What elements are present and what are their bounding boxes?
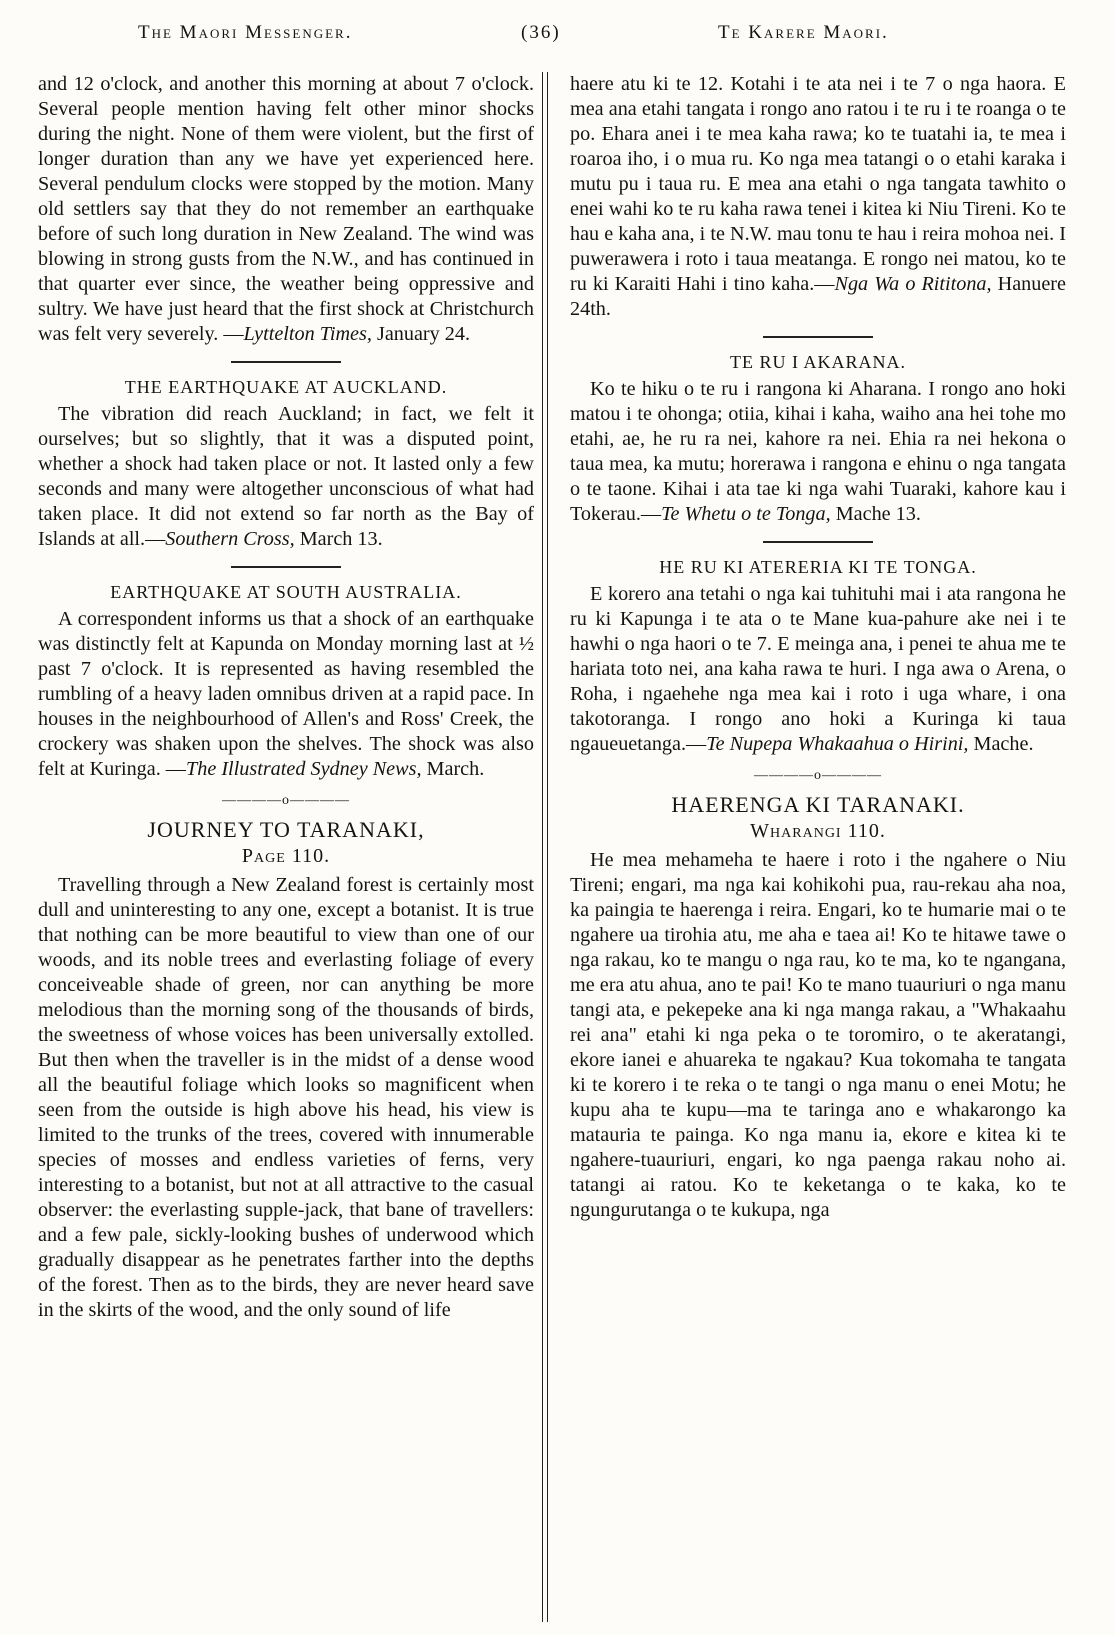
headline-south-australia: EARTHQUAKE AT SOUTH AUSTRALIA. <box>110 582 462 602</box>
source-citation: Lyttelton Times, <box>243 323 372 345</box>
source-date: January 24. <box>371 323 471 345</box>
section-rule <box>763 541 873 543</box>
headline-atereria: HE RU KI ATERERIA KI TE TONGA. <box>659 557 977 577</box>
column-divider-right <box>547 72 548 1622</box>
header-title-maori: Te Karere Maori. <box>718 22 889 43</box>
source-date: March 13. <box>294 528 383 550</box>
source-citation: Te Whetu o te Tonga, <box>661 503 831 525</box>
article-auckland-text: The vibration did reach Auckland; in fact, we felt it ourselves; but so slightly, that it was a disputed point, whether a shock had taken place or not. It lasted only a few seconds and many were altogether unconscious of what had taken place. It did not extend so far north as the Bay of Islands at all.—Southern Cross, March 13. <box>38 403 534 550</box>
source-date: March. <box>421 758 485 780</box>
headline-journey-taranaki: JOURNEY TO TARANAKI, <box>147 817 425 842</box>
source-citation: Southern Cross, <box>165 528 295 550</box>
page-number: (36) <box>521 22 561 43</box>
section-rule <box>231 361 341 363</box>
article-akarana-text: Ko te hiku o te ru i rangona ki Aharana. I rongo ano hoki matou i te ohonga; otiia, kihai i kaha, waiho ana hei tohe mo etahi, ae, he ru ra nei, kahore ra nei. Ehia ra nei hekona o taua mea, ka mutu; horerawa i rangona e ehinu o nga tangata o te taone. Kihai i ata tae ki nga wahi Tuaraki, kahore kau i Tokerau.—Te Whetu o te Tonga, Mache 13. <box>570 378 1066 525</box>
source-citation: Te Nupepa Whakaahua o Hirini, <box>706 733 969 755</box>
section-rule <box>231 566 341 568</box>
article-haerenga-text: He mea mehameha te haere i roto i the ngahere o Niu Tireni; engari, ma nga kai kohikohi pua, rau-rekau aha noa, ka paingia te haerenga i reira. Engari, ko te humarie mai o te ngahere ua tirohia atu, me aha e taea ai! Ko te hitawe tawe o nga rakau, ko te mangu o nga rau, ko te ma, ko te ngangana, me era atu ahua, ano te pai! Ko te mano tuauriuri o nga manu tangi ata, e pekepeke ana ki nga manga rakau, a "Whakaahu rei ana" etahi ki nga peka o te toromiro, o te akeratangi, ekore ianei e ahuareka te ngakau? Kua tokomaha te tangata ki te korero i te reka o te tangi o nga manu o enei Motu; he kupu aha te kupu—ma te taringa ano e whakarongo ka matauria te painga. Ko nga manu ia, ekore e kitea ki te ngahere-tuauriuri, engari, ko nga paenga rakau noho ai. tatangi ai ratou. Ko te keketanga o te kaka, ko te ngungurutanga o te kukupa, nga <box>570 849 1066 1221</box>
source-date: Hanuere 24th. <box>570 273 1066 320</box>
section-rule <box>763 336 873 338</box>
source-citation: Nga Wa o Rititona, <box>834 273 992 295</box>
column-divider-left <box>542 72 543 1622</box>
header-title-english: The Maori Messenger. <box>138 22 353 43</box>
source-citation: The Illustrated Sydney News, <box>186 758 422 780</box>
maori-column <box>570 72 1066 1617</box>
headline-akarana: TE RU I AKARANA. <box>730 352 906 372</box>
page-reference: Page 110. <box>241 845 331 867</box>
article-journey-text: Travelling through a New Zealand forest is certainly most dull and uninteresting to any one, except a botanist. It is true that nothing can be more beautiful to view than one of our woods, and its noble trees and everlasting foliage of every conceiveable shade of green, nor can anything be more melodious than the morning song of the thousands of birds, the sweetness of whose voices has been universally extolled. But then when the traveller is in the midst of a dense wood all the beautiful foliage which looks so magnificent when seen from the outside is high above his head, his view is limited to the trunks of the trees, covered with innumerable species of mosses and endless varieties of ferns, very interesting to a botanist, but not at all attractive to the casual observer: the everlasting supple-jack, that bane of travellers: and a few pale, sickly-looking bushes of underwood which gradually disappear as he penetrates farther into the depths of the forest. Then as to the birds, they are never heard save in the skirts of the wood, and the only sound of life <box>38 874 534 1321</box>
page-header <box>0 22 1114 62</box>
source-date: Mache 13. <box>830 503 921 525</box>
headline-haerenga-taranaki: HAERENGA KI TARANAKI. <box>671 792 965 817</box>
article-rititona-text: haere atu ki te 12. Kotahi i te ata nei i te 7 o nga haora. E mea ana etahi tangata i rongo ano ratou i te ru i te roanga o te po. Ehara anei i te mea kaha rawa; ko te tuatahi ia, te mea i roaroa iho, i o mua ru. Ko nga mea tatangi o o etahi karaka i mutu pu i taua ru. E mea ana etahi o nga tangata tawhito o enei wahi ko te ru kaha rawa tenei i kitea ki Niu Tireni. Ko te hau e kaha ana, i te N.W. mau tonu te hau i reira mohoa nei. I puwerawera i roto i taua meatanga. E rongo nei matou, ko te ru ki Karaiti Hahi i tino kaha.—Nga Wa o Rititona, Hanuere 24th. <box>570 73 1066 320</box>
page-reference: Wharangi 110. <box>750 820 886 842</box>
article-south-australia-text: A correspondent informs us that a shock of an earthquake was distinctly felt at Kapunda on Monday morning last at ½ past 7 o'clock. It is represented as having resembled the rumbling of a heavy laden omnibus driven at a rapid pace. In houses in the neighbourhood of Allen's and Ross' Creek, the crockery was shaken upon the shelves. The shock was also felt at Kuringa. —The Illustrated Sydney News, March. <box>38 608 534 780</box>
section-separator: ————o———— <box>222 793 350 808</box>
english-column <box>38 72 534 1617</box>
article-lyttelton-text: and 12 o'clock, and another this morning at about 7 o'clock. Several people mention having felt other minor shocks during the night. None of them were violent, but the first of longer duration than any we have yet experienced here. Several pendulum clocks were stopped by the motion. Many old settlers say that they do not remember an earthquake before of such long duration in New Zealand. The wind was blowing in strong gusts from the N.W., and has continued in that quarter ever since, the weather being oppressive and sultry. We have just heard that the first shock at Christchurch was felt very severely. —Lyttelton Times, January 24. <box>38 73 534 345</box>
source-date: Mache. <box>968 733 1034 755</box>
headline-auckland: THE EARTHQUAKE AT AUCKLAND. <box>124 377 448 397</box>
article-atereria-text: E korero ana tetahi o nga kai tuhituhi mai i ata rangona he ru ki Kapunga i te ata o te Mane kua-pahure ake nei i te hawhi o nga haori o te 7. E meinga ana, i penei te ahua me te hariata toto nei, ana kaha rawa te huri. I nga awa o Arena, o Roha, i ngaehehe nga mea kai i roto i uga whare, i ona takotoranga. I rongo ano hoki a Kuringa ki taua ngaueuetanga.—Te Nupepa Whakaahua o Hirini, Mache. <box>570 583 1066 755</box>
section-separator: ————o———— <box>754 768 882 783</box>
